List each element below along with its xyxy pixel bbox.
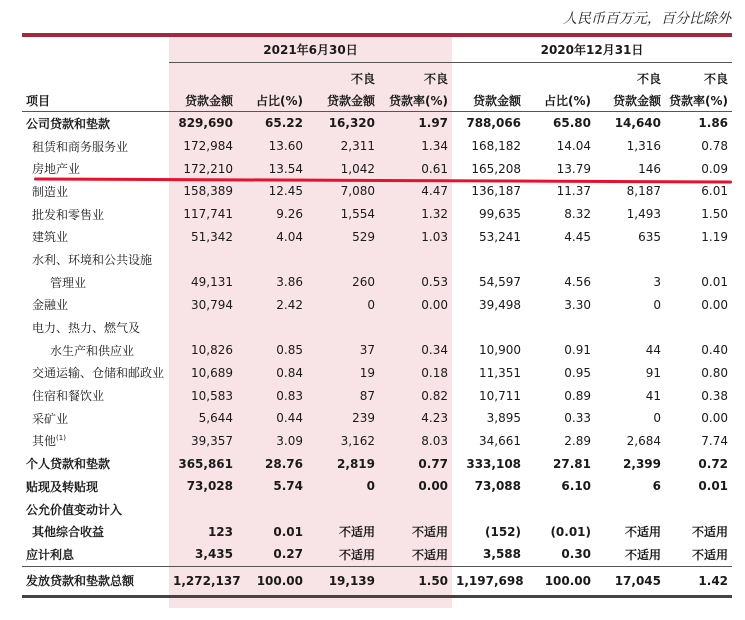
table-cell: 不适用 bbox=[692, 525, 729, 540]
table-cell: 2.42 bbox=[276, 297, 303, 312]
table-cell: 49,131 bbox=[191, 275, 233, 290]
table-cell: 10,900 bbox=[479, 343, 522, 358]
table-cell: 529 bbox=[352, 229, 375, 244]
total-cell: 1,197,698 bbox=[452, 566, 525, 596]
table-cell: 不适用 bbox=[412, 547, 449, 562]
table-cell: 3,435 bbox=[195, 547, 233, 562]
table-cell: 1,042 bbox=[340, 161, 375, 176]
table-cell: 1,493 bbox=[626, 207, 662, 222]
table-cell: 3,588 bbox=[483, 547, 522, 562]
table-cell: 14.04 bbox=[556, 139, 592, 154]
table-cell: 168,182 bbox=[471, 139, 522, 154]
table-row bbox=[22, 362, 732, 385]
table-row bbox=[22, 180, 732, 203]
total-row bbox=[22, 566, 732, 596]
row-label: 房地产业 bbox=[32, 162, 81, 177]
row-label: 应计利息 bbox=[26, 547, 75, 562]
table-cell: 0.82 bbox=[421, 388, 449, 403]
table-row bbox=[22, 203, 732, 226]
table-cell: 0.00 bbox=[701, 411, 729, 426]
table-cell bbox=[379, 248, 452, 271]
table-cell bbox=[595, 248, 665, 271]
table-cell: 28.76 bbox=[265, 456, 303, 471]
table-cell: 0.77 bbox=[418, 456, 449, 471]
table-cell: 19 bbox=[359, 365, 375, 380]
table-cell bbox=[665, 248, 732, 271]
row-label: 个人贷款和垫款 bbox=[26, 457, 111, 472]
table-cell: 不适用 bbox=[625, 547, 662, 562]
table-cell bbox=[379, 316, 452, 339]
table-cell: 8,187 bbox=[626, 184, 662, 199]
table-cell: 10,826 bbox=[191, 343, 233, 358]
table-cell: 12.45 bbox=[268, 184, 303, 199]
table-cell: 0.61 bbox=[421, 161, 449, 176]
table-cell: 11.37 bbox=[556, 184, 592, 199]
table-cell: 4.47 bbox=[421, 184, 449, 199]
table-cell: (0.01) bbox=[550, 524, 592, 539]
row-label: 金融业 bbox=[32, 298, 69, 313]
table-row bbox=[22, 430, 732, 453]
table-row bbox=[22, 452, 732, 475]
col-header-npl-rate: 贷款率(%) bbox=[379, 89, 452, 112]
table-cell: 0.00 bbox=[701, 297, 729, 312]
table-row bbox=[22, 520, 732, 543]
table-cell: 3 bbox=[653, 275, 662, 290]
table-cell: 0.30 bbox=[561, 547, 592, 562]
table-cell: 0.34 bbox=[421, 343, 449, 358]
table-cell: 3.30 bbox=[564, 297, 592, 312]
table-cell: 39,357 bbox=[191, 433, 233, 448]
table-cell: 53,241 bbox=[479, 229, 522, 244]
table-cell: 365,861 bbox=[178, 456, 233, 471]
table-row bbox=[22, 384, 732, 407]
table-cell: 1.32 bbox=[421, 207, 449, 222]
row-label: 管理业 bbox=[50, 275, 87, 290]
table-cell: 1.86 bbox=[698, 116, 729, 131]
table-row bbox=[22, 294, 732, 317]
table-cell: 0.84 bbox=[276, 365, 303, 380]
table-cell bbox=[452, 498, 525, 521]
table-cell: 136,187 bbox=[471, 184, 522, 199]
table-cell: 0.83 bbox=[276, 388, 303, 403]
table-cell: 4.56 bbox=[564, 275, 592, 290]
table-cell: 1.50 bbox=[701, 207, 729, 222]
table-row bbox=[22, 112, 732, 135]
table-cell: 不适用 bbox=[412, 525, 449, 540]
table-cell: 0 bbox=[367, 297, 375, 312]
table-cell bbox=[665, 316, 732, 339]
table-cell: 0.27 bbox=[273, 547, 303, 562]
table-cell: 0.00 bbox=[421, 297, 449, 312]
table-cell: 不适用 bbox=[338, 525, 375, 540]
table-cell: 39,498 bbox=[479, 297, 522, 312]
table-row bbox=[22, 498, 732, 521]
table-cell bbox=[452, 248, 525, 271]
total-label: 发放贷款和垫款总额 bbox=[22, 566, 169, 596]
table-cell: 14,640 bbox=[614, 116, 662, 131]
table-row bbox=[22, 271, 732, 294]
table-cell: 0.80 bbox=[701, 365, 729, 380]
row-label: 住宿和餐饮业 bbox=[32, 389, 105, 404]
row-label: 批发和零售业 bbox=[32, 207, 105, 222]
row-label: 公司贷款和垫款 bbox=[26, 116, 111, 131]
row-label: 租赁和商务服务业 bbox=[32, 139, 129, 154]
col-header-npl-amount: 贷款金额 bbox=[307, 89, 379, 112]
npl-top-label: 不良 bbox=[637, 71, 662, 86]
table-cell: 7.74 bbox=[701, 433, 729, 448]
table-cell: 37 bbox=[359, 343, 375, 358]
table-cell bbox=[525, 316, 595, 339]
table-cell: 788,066 bbox=[466, 116, 522, 131]
table-cell bbox=[237, 316, 307, 339]
loan-industry-table bbox=[22, 37, 732, 598]
row-label: 公允价值变动计入 bbox=[26, 502, 123, 517]
table-cell: 4.45 bbox=[564, 229, 592, 244]
table-cell bbox=[595, 316, 665, 339]
table-cell: 6.01 bbox=[701, 184, 729, 199]
table-cell: 91 bbox=[645, 365, 662, 380]
table-cell: 不适用 bbox=[338, 547, 375, 562]
table-cell bbox=[169, 316, 237, 339]
table-row bbox=[22, 543, 732, 566]
table-cell: 41 bbox=[645, 388, 662, 403]
table-cell: 1.97 bbox=[418, 116, 449, 131]
table-cell: 333,108 bbox=[466, 456, 522, 471]
row-label: 水利、环境和公共设施 bbox=[32, 252, 153, 267]
row-label: 制造业 bbox=[32, 184, 69, 199]
col-header-npl-amount: 贷款金额 bbox=[595, 89, 665, 112]
table-cell: 2,819 bbox=[337, 456, 375, 471]
table-cell bbox=[169, 498, 237, 521]
table-cell: 165,208 bbox=[471, 161, 522, 176]
table-cell bbox=[307, 498, 379, 521]
table-cell: 0 bbox=[366, 479, 375, 494]
npl-top-label: 不良 bbox=[424, 71, 449, 86]
row-label: 贴现及转贴现 bbox=[26, 479, 99, 494]
table-cell: 2,399 bbox=[623, 456, 662, 471]
total-cell: 1.42 bbox=[665, 566, 732, 596]
table-row bbox=[22, 339, 732, 362]
row-label: 采矿业 bbox=[32, 411, 69, 426]
table-cell: 172,984 bbox=[183, 139, 233, 154]
table-cell: 34,661 bbox=[479, 433, 522, 448]
table-cell: 54,597 bbox=[479, 275, 522, 290]
table-cell: 10,711 bbox=[479, 388, 522, 403]
table-cell: 13.54 bbox=[268, 161, 303, 176]
table-cell: 829,690 bbox=[178, 116, 233, 131]
table-cell: 0.33 bbox=[564, 411, 592, 426]
row-label: 交通运输、仓储和邮政业 bbox=[32, 366, 165, 381]
total-cell: 100.00 bbox=[237, 566, 307, 596]
table-cell: 51,342 bbox=[191, 229, 233, 244]
table-cell bbox=[307, 248, 379, 271]
table-cell: 2,684 bbox=[626, 433, 662, 448]
table-cell: 73,088 bbox=[474, 479, 522, 494]
table-cell: 6 bbox=[652, 479, 662, 494]
table-cell: 10,689 bbox=[191, 365, 233, 380]
table-row bbox=[22, 248, 732, 271]
table-cell: (152) bbox=[484, 524, 522, 539]
table-cell: 7,080 bbox=[340, 184, 375, 199]
table-cell bbox=[525, 248, 595, 271]
table-cell: 146 bbox=[638, 161, 662, 176]
table-cell: 0.01 bbox=[701, 275, 729, 290]
table-cell: 10,583 bbox=[191, 388, 233, 403]
table-cell: 635 bbox=[638, 229, 662, 244]
period-header-2020: 2020年12月31日 bbox=[452, 37, 732, 63]
unit-note: 人民币百万元，百分比除外 bbox=[563, 11, 731, 27]
table-cell: 0.85 bbox=[276, 343, 303, 358]
table-cell bbox=[307, 316, 379, 339]
table-cell: 1.03 bbox=[421, 229, 449, 244]
table-cell: 11,351 bbox=[479, 365, 522, 380]
table-row bbox=[22, 225, 732, 248]
table-cell: 4.04 bbox=[276, 229, 303, 244]
table-cell: 8.03 bbox=[421, 433, 449, 448]
table-cell: 16,320 bbox=[328, 116, 375, 131]
table-cell: 260 bbox=[352, 275, 375, 290]
npl-top-label: 不良 bbox=[350, 71, 375, 86]
table-cell: 3.09 bbox=[276, 433, 303, 448]
table-cell: 99,635 bbox=[479, 207, 522, 222]
col-header-item: 项目 bbox=[22, 89, 169, 112]
footnote-marker: (1) bbox=[56, 434, 66, 443]
table-cell: 0.09 bbox=[701, 161, 729, 176]
row-label: 建筑业 bbox=[32, 230, 69, 245]
table-cell: 5.74 bbox=[273, 479, 303, 494]
npl-top-label: 不良 bbox=[704, 71, 729, 86]
table-cell: 0.38 bbox=[701, 388, 729, 403]
total-cell: 1,272,137 bbox=[169, 566, 237, 596]
col-header-share: 占比(%) bbox=[525, 89, 595, 112]
row-label: 水生产和供应业 bbox=[50, 343, 135, 358]
table-cell: 0.00 bbox=[418, 479, 449, 494]
row-label: 其他综合收益 bbox=[32, 525, 105, 540]
table-row bbox=[22, 407, 732, 430]
table-row bbox=[22, 135, 732, 158]
table-cell: 5,644 bbox=[198, 411, 233, 426]
table-cell: 117,741 bbox=[183, 207, 233, 222]
table-cell: 0 bbox=[653, 297, 662, 312]
total-cell: 17,045 bbox=[595, 566, 665, 596]
table-cell bbox=[379, 498, 452, 521]
table-cell bbox=[169, 248, 237, 271]
table-cell bbox=[237, 248, 307, 271]
table-cell: 172,210 bbox=[183, 161, 233, 176]
row-label: 电力、热力、燃气及 bbox=[32, 321, 141, 336]
table-row bbox=[22, 157, 732, 180]
table-cell: 0.78 bbox=[701, 139, 729, 154]
table-cell: 3,162 bbox=[340, 433, 375, 448]
table-cell bbox=[525, 498, 595, 521]
total-cell: 19,139 bbox=[307, 566, 379, 596]
table-cell: 4.23 bbox=[421, 411, 449, 426]
table-cell: 73,028 bbox=[186, 479, 233, 494]
total-cell: 1.50 bbox=[379, 566, 452, 596]
col-header-loan-amount: 贷款金额 bbox=[169, 89, 237, 112]
table-cell: 65.22 bbox=[265, 116, 303, 131]
table-cell: 13.60 bbox=[268, 139, 303, 154]
table-cell: 不适用 bbox=[692, 547, 729, 562]
table-cell: 9.26 bbox=[276, 207, 303, 222]
table-cell: 239 bbox=[352, 411, 375, 426]
table-cell: 123 bbox=[207, 524, 233, 539]
table-cell: 1,316 bbox=[626, 139, 662, 154]
row-label: 其他$^{(1)}$ bbox=[32, 434, 66, 449]
table-cell: 13.79 bbox=[556, 161, 592, 176]
period-header-2021: 2021年6月30日 bbox=[169, 37, 452, 63]
table-cell: 8.32 bbox=[564, 207, 592, 222]
table-cell: 0.01 bbox=[273, 524, 303, 539]
table-cell: 0.01 bbox=[698, 479, 729, 494]
table-cell: 1.19 bbox=[701, 229, 729, 244]
table-cell bbox=[665, 498, 732, 521]
table-cell: 0.89 bbox=[564, 388, 592, 403]
table-cell: 27.81 bbox=[553, 456, 592, 471]
table-cell: 不适用 bbox=[625, 525, 662, 540]
table-cell: 0 bbox=[653, 411, 662, 426]
table-cell: 0.95 bbox=[564, 365, 592, 380]
table-cell: 30,794 bbox=[191, 297, 233, 312]
table-cell: 2,311 bbox=[340, 139, 375, 154]
table-cell: 87 bbox=[359, 388, 375, 403]
table-cell: 3,895 bbox=[486, 411, 522, 426]
table-cell: 0.18 bbox=[421, 365, 449, 380]
table-cell: 0.44 bbox=[276, 411, 303, 426]
table-cell bbox=[452, 316, 525, 339]
table-cell bbox=[237, 498, 307, 521]
table-cell: 65.80 bbox=[553, 116, 592, 131]
table-cell: 3.86 bbox=[276, 275, 303, 290]
table-cell: 0.40 bbox=[701, 343, 729, 358]
table-cell: 2.89 bbox=[564, 433, 592, 448]
table-cell: 0.91 bbox=[564, 343, 592, 358]
table-cell: 158,389 bbox=[183, 184, 233, 199]
table-cell: 0.53 bbox=[421, 275, 449, 290]
col-header-loan-amount: 贷款金额 bbox=[452, 89, 525, 112]
table-row bbox=[22, 475, 732, 498]
table-cell: 1,554 bbox=[340, 207, 375, 222]
col-header-npl-rate: 贷款率(%) bbox=[665, 89, 732, 112]
table-cell: 1.34 bbox=[421, 139, 449, 154]
total-cell: 100.00 bbox=[525, 566, 595, 596]
col-header-share: 占比(%) bbox=[237, 89, 307, 112]
table-row bbox=[22, 316, 732, 339]
table-cell: 44 bbox=[645, 343, 662, 358]
table-cell bbox=[595, 498, 665, 521]
table-cell: 6.10 bbox=[561, 479, 592, 494]
table-cell: 0.72 bbox=[698, 456, 729, 471]
